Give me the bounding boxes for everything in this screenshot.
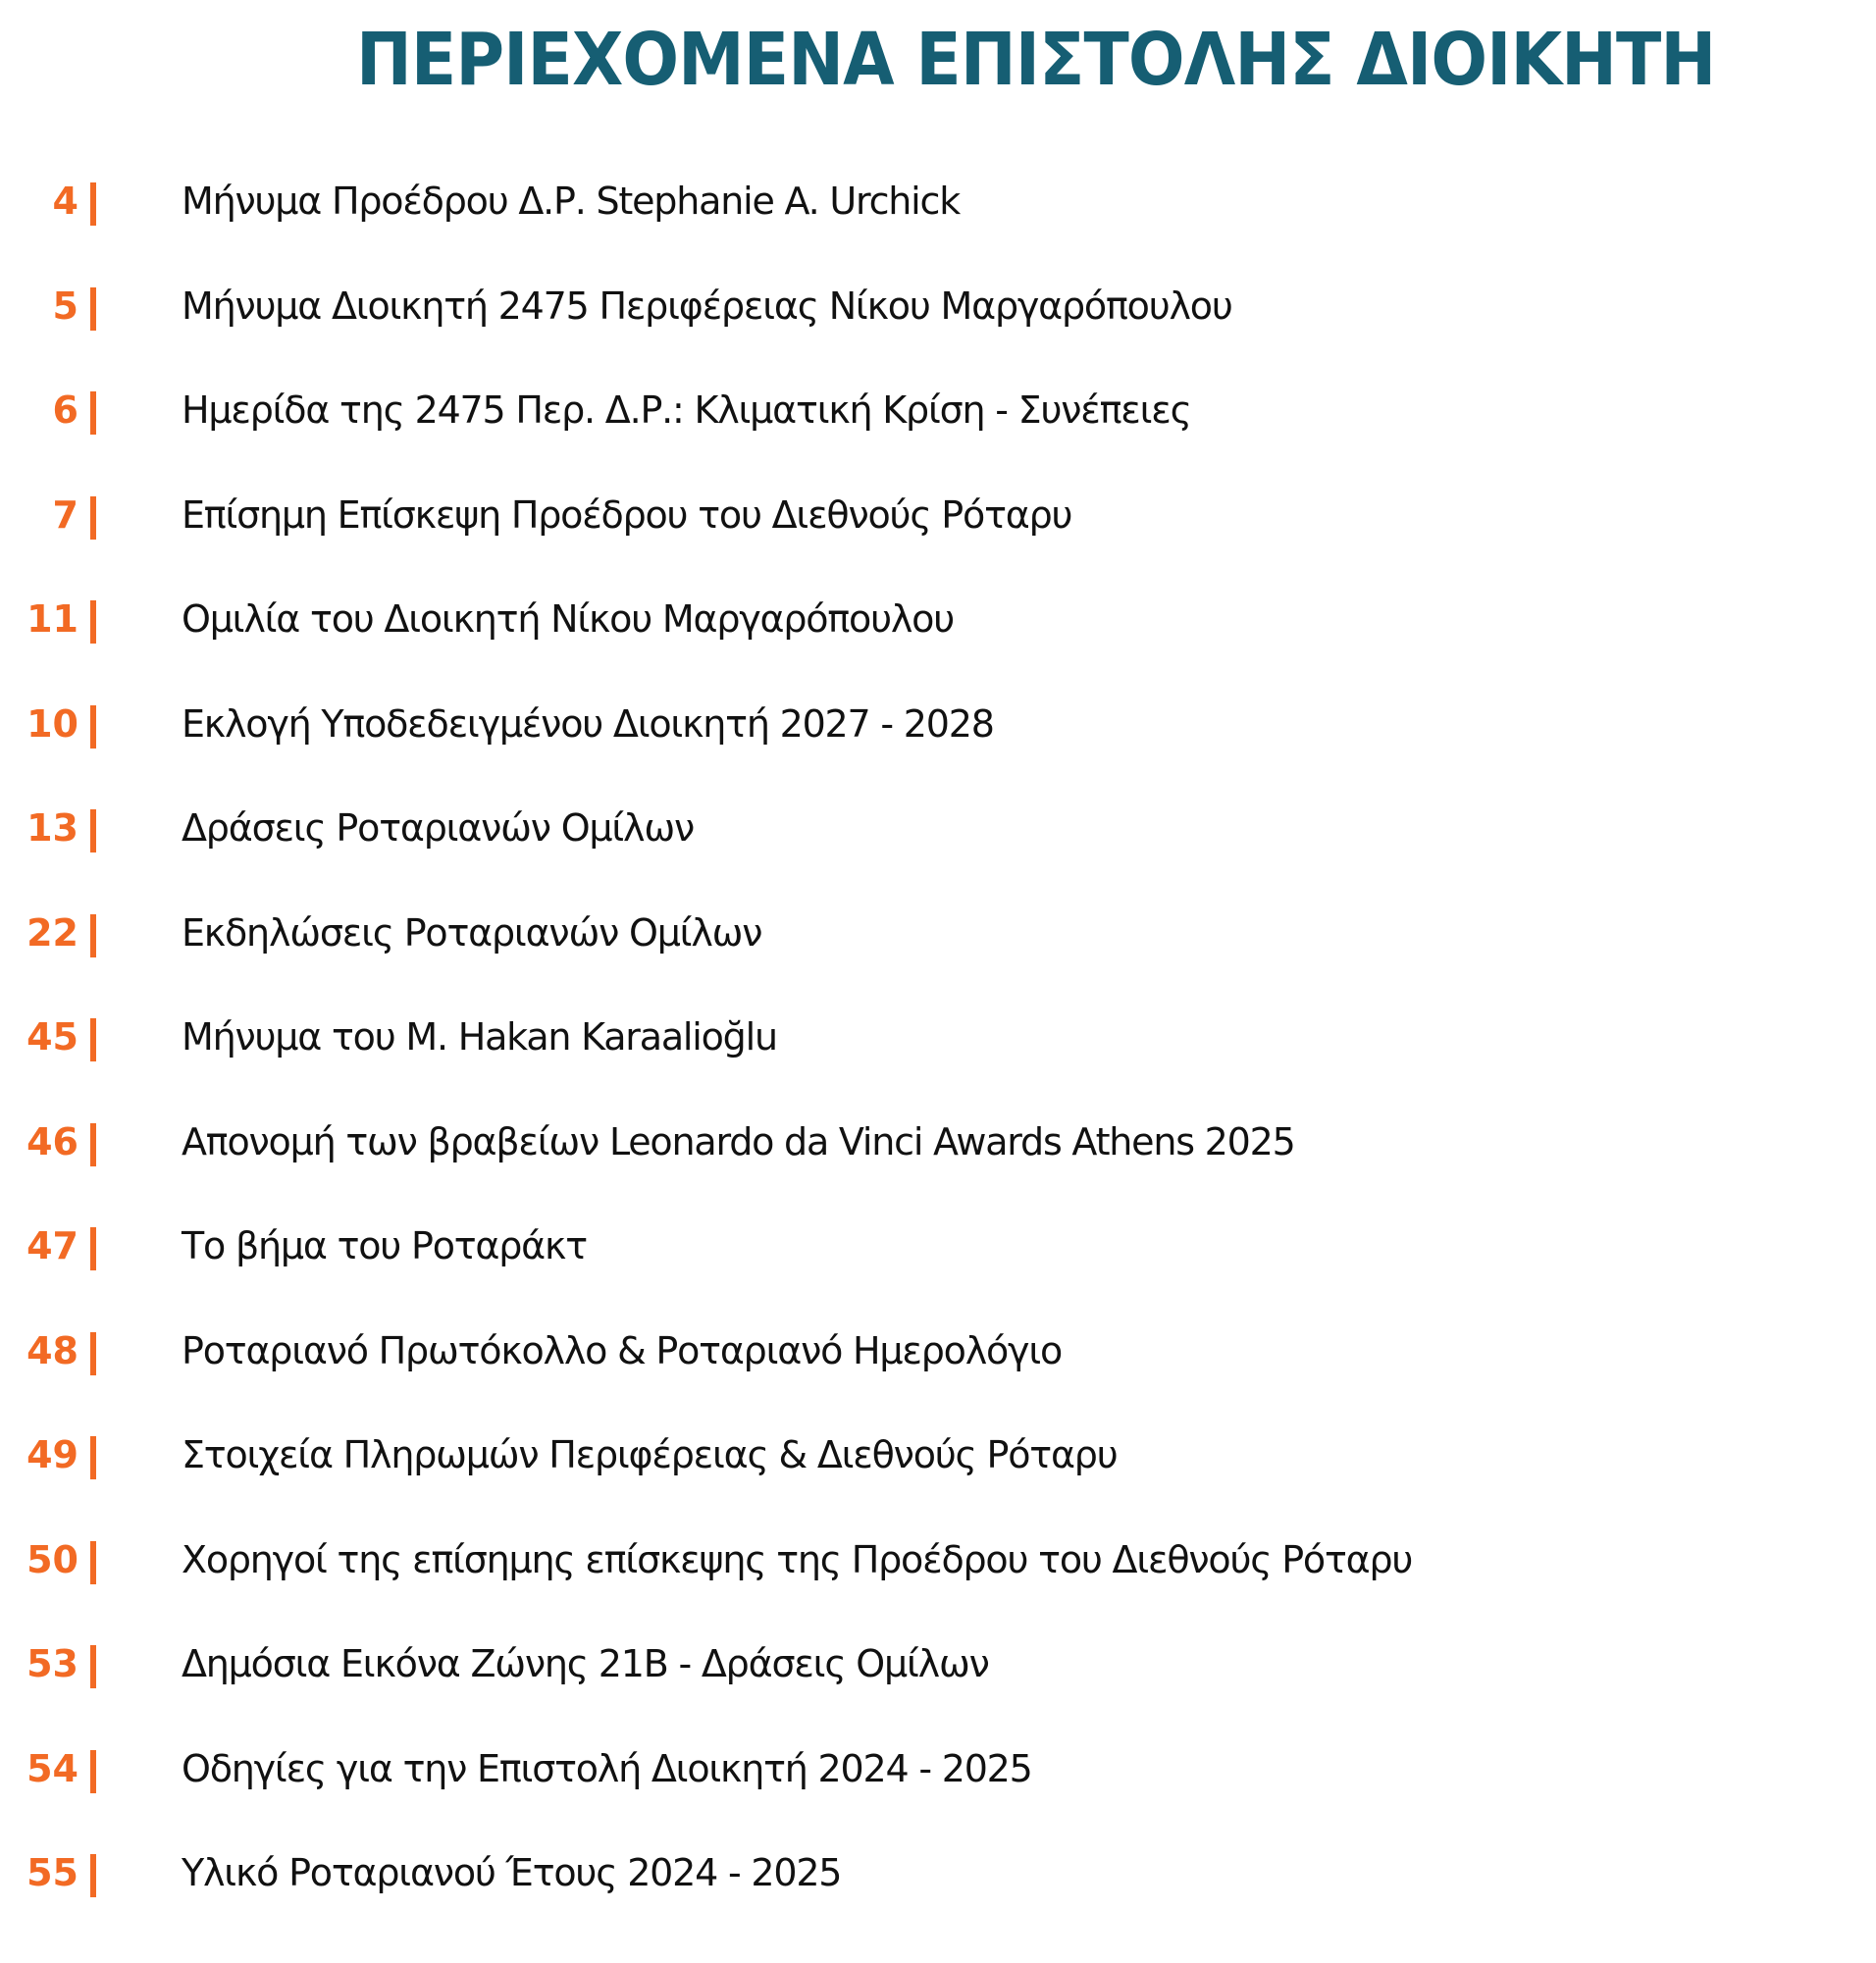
entry-title: Μήνυμα του Μ. Hakan Karaalioğlu: [182, 1015, 777, 1059]
separator-bar: [90, 391, 96, 435]
entry-title: Επίσημη Επίσκεψη Προέδρου του Διεθνούς Ρόταρυ: [182, 493, 1072, 537]
separator-bar: [90, 1332, 96, 1375]
separator-bar: [90, 914, 96, 957]
entry-title: Ροταριανό Πρωτόκολλο & Ροταριανό Ημερολόγιο: [182, 1329, 1063, 1372]
separator-bar: [90, 1227, 96, 1270]
toc-entry[interactable]: [0, 1212, 1876, 1280]
separator-bar: [90, 496, 96, 540]
entry-title: Οδηγίες για την Επιστολή Διοικητή 2024 - 2025: [182, 1747, 1032, 1790]
toc-entry[interactable]: [0, 272, 1876, 340]
page-number: 55: [26, 1851, 78, 1894]
entry-title: Εκλογή Υποδεδειγμένου Διοικητή 2027 - 2028: [182, 702, 994, 746]
toc-entry[interactable]: [0, 481, 1876, 549]
separator-bar: [90, 182, 96, 226]
page-number: 47: [26, 1224, 78, 1267]
page-number: 53: [26, 1642, 78, 1685]
separator-bar: [90, 809, 96, 852]
entry-title: Υλικό Ροταριανού Έτους 2024 - 2025: [182, 1851, 842, 1894]
toc-entry[interactable]: [0, 1317, 1876, 1385]
page-number: 11: [26, 597, 78, 641]
toc-entry[interactable]: [0, 167, 1876, 235]
entry-title: Ομιλία του Διοικητή Νίκου Μαργαρόπουλου: [182, 597, 954, 641]
entry-title: Χορηγοί της επίσημης επίσκεψης της Προέδρου του Διεθνούς Ρόταρυ: [182, 1538, 1413, 1581]
page-number: 49: [26, 1433, 78, 1476]
toc-entry[interactable]: [0, 1108, 1876, 1176]
separator-bar: [90, 1018, 96, 1061]
toc-entry[interactable]: [0, 1734, 1876, 1803]
toc-entry[interactable]: [0, 1629, 1876, 1698]
entry-title: Μήνυμα Διοικητή 2475 Περιφέρειας Νίκου Μαργαρόπουλου: [182, 284, 1232, 328]
page-number: 13: [26, 806, 78, 850]
toc-entry[interactable]: [0, 794, 1876, 862]
toc-entry[interactable]: [0, 1421, 1876, 1489]
page-number: 5: [52, 284, 78, 328]
page-number: 4: [52, 180, 78, 223]
toc-entry[interactable]: [0, 1003, 1876, 1071]
separator-bar: [90, 705, 96, 749]
toc-entry[interactable]: [0, 899, 1876, 967]
toc-entry[interactable]: [0, 1838, 1876, 1907]
entry-title: Μήνυμα Προέδρου Δ.Ρ. Stephanie A. Urchick: [182, 180, 961, 223]
separator-bar: [90, 600, 96, 644]
entry-title: Εκδηλώσεις Ροταριανών Ομίλων: [182, 911, 762, 955]
page-number: 48: [26, 1329, 78, 1372]
entry-title: Απονομή των βραβείων Leonardo da Vinci Awards Athens 2025: [182, 1120, 1295, 1163]
separator-bar: [90, 1436, 96, 1479]
page-number: 50: [26, 1538, 78, 1581]
entry-title: Στοιχεία Πληρωμών Περιφέρειας & Διεθνούς Ρόταρυ: [182, 1433, 1118, 1476]
entry-title: Το βήμα του Ροταράκτ: [182, 1224, 587, 1267]
separator-bar: [90, 1541, 96, 1584]
page-title: ΠΕΡΙΕΧΟΜΕΝΑ ΕΠΙΣΤΟΛΗΣ ΔΙΟΙΚΗΤΗ: [356, 18, 1716, 102]
page-number: 7: [52, 493, 78, 537]
page-number: 6: [52, 388, 78, 432]
toc-entry[interactable]: [0, 690, 1876, 758]
separator-bar: [90, 1750, 96, 1793]
entry-title: Δράσεις Ροταριανών Ομίλων: [182, 806, 694, 850]
page-number: 54: [26, 1747, 78, 1790]
toc-entry[interactable]: [0, 1525, 1876, 1594]
page-number: 46: [26, 1120, 78, 1163]
page-number: 10: [26, 702, 78, 746]
page-number: 22: [26, 911, 78, 955]
toc-entry[interactable]: [0, 585, 1876, 653]
entry-title: Δημόσια Εικόνα Ζώνης 21Β - Δράσεις Ομίλων: [182, 1642, 989, 1685]
toc-entry[interactable]: [0, 376, 1876, 444]
separator-bar: [90, 1645, 96, 1688]
separator-bar: [90, 1854, 96, 1897]
entry-title: Ημερίδα της 2475 Περ. Δ.Ρ.: Κλιματική Κρίση - Συνέπειες: [182, 388, 1191, 432]
separator-bar: [90, 1123, 96, 1166]
page-number: 45: [26, 1015, 78, 1059]
separator-bar: [90, 287, 96, 331]
